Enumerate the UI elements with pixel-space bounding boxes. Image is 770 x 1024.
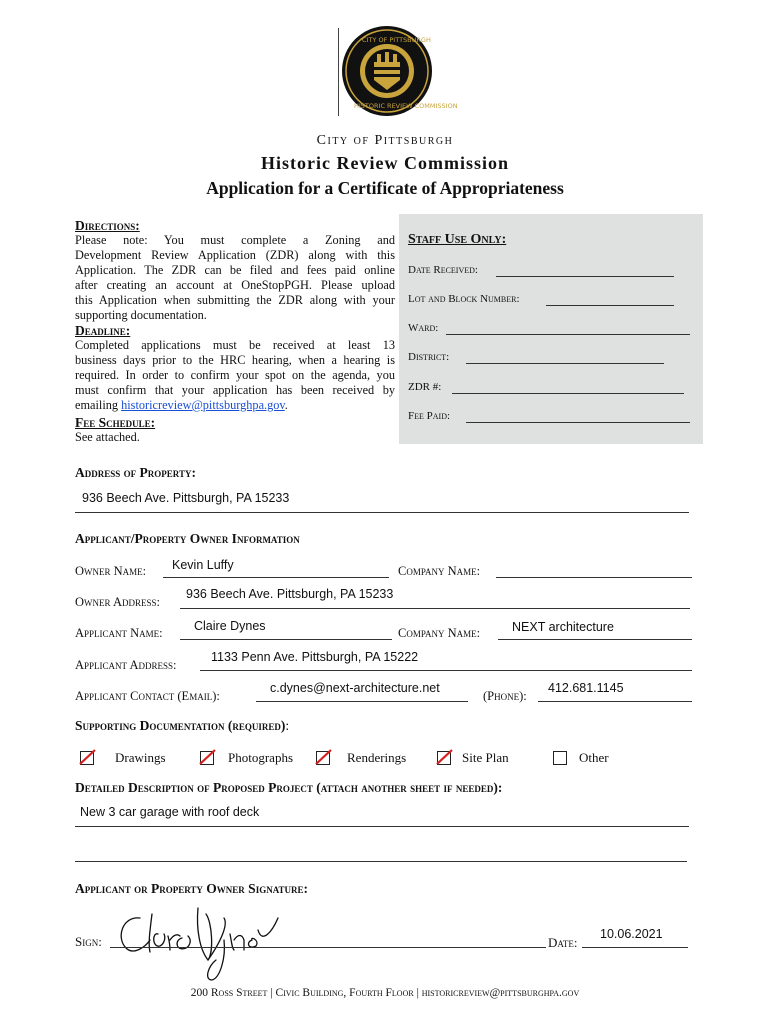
description-heading: Detailed Description of Proposed Project (attach another sheet if needed): bbox=[75, 780, 503, 795]
checkbox-renderings[interactable] bbox=[316, 751, 330, 765]
owner-company-label: Company Name: bbox=[398, 564, 481, 578]
applicant-address-label: Applicant Address: bbox=[75, 658, 177, 672]
checkbox-label: Renderings bbox=[347, 750, 407, 765]
contact-email-input[interactable]: c.dynes@next-architecture.net bbox=[270, 681, 440, 695]
description-input[interactable]: New 3 car garage with roof deck bbox=[80, 805, 260, 819]
city-seal-logo bbox=[340, 24, 458, 118]
owner-name-input[interactable]: Kevin Luffy bbox=[172, 558, 234, 572]
deadline-heading: Deadline: bbox=[75, 323, 131, 338]
svg-text:CITY OF PITTSBURGH: CITY OF PITTSBURGH bbox=[362, 36, 431, 44]
property-address-input[interactable]: 936 Beech Ave. Pittsburgh, PA 15233 bbox=[82, 491, 290, 505]
owner-name-label: Owner Name: bbox=[75, 564, 147, 578]
commission-title: Historic Review Commission bbox=[261, 153, 509, 173]
checkbox-label: Photographs bbox=[228, 750, 293, 765]
city-name: City of Pittsburgh bbox=[316, 133, 454, 148]
check-mark-icon bbox=[435, 748, 455, 766]
date-label: Date: bbox=[548, 935, 578, 950]
checkbox-label: Other bbox=[579, 750, 609, 765]
staff-lot-block: Lot and Block Number: bbox=[408, 293, 520, 305]
checkbox-drawings[interactable] bbox=[80, 751, 94, 765]
signature-heading: Applicant or Property Owner Signature: bbox=[75, 881, 309, 896]
phone-input[interactable]: 412.681.1145 bbox=[548, 681, 624, 695]
staff-date-received: Date Received: bbox=[408, 264, 478, 276]
signature-drawing[interactable] bbox=[112, 900, 282, 986]
supporting-heading: Supporting Documentation (required): bbox=[75, 718, 290, 733]
email-link[interactable]: historicreview@pittsburghpa.gov bbox=[121, 398, 285, 412]
directions-heading: Directions: bbox=[75, 218, 140, 233]
staff-fee-paid: Fee Paid: bbox=[408, 410, 451, 422]
fee-schedule-text: See attached. bbox=[75, 430, 140, 444]
applicant-company-input[interactable]: NEXT architecture bbox=[512, 620, 614, 634]
checkbox-label: Drawings bbox=[115, 750, 166, 765]
phone-label: (Phone): bbox=[483, 689, 527, 703]
header-rule bbox=[338, 28, 339, 116]
checkbox-label: Site Plan bbox=[462, 750, 509, 765]
applicant-company-label: Company Name: bbox=[398, 626, 481, 640]
applicant-name-input[interactable]: Claire Dynes bbox=[194, 619, 266, 633]
fee-schedule-heading: Fee Schedule: bbox=[75, 415, 156, 430]
deadline-text: Completed applications must be received at least 13 business days prior to the HRC hearing, when a hearing is required. In order to confirm your spot on the agenda, you must confirm that your application has been received by emailing historicreview@pittsburghpa.gov. bbox=[75, 338, 395, 412]
staff-use-heading: Staff Use Only: bbox=[408, 232, 507, 247]
staff-district: District: bbox=[408, 351, 450, 363]
directions-text: Please note: You must complete a Zoning and Development Review Application (ZDR) along with this Application. The ZDR can be filed and fees paid online after creating an account at OneStopPGH. Please upload this Application when submitting the ZDR along with your supporting documentation. bbox=[75, 233, 395, 322]
page-title: Application for a Certificate of Appropriateness bbox=[206, 178, 564, 198]
checkbox-site-plan[interactable] bbox=[437, 751, 451, 765]
check-mark-icon bbox=[78, 748, 98, 766]
applicant-address-input[interactable]: 1133 Penn Ave. Pittsburgh, PA 15222 bbox=[211, 650, 419, 664]
owner-address-label: Owner Address: bbox=[75, 595, 160, 609]
contact-email-label: Applicant Contact (Email): bbox=[75, 689, 220, 703]
check-mark-icon bbox=[314, 748, 334, 766]
footer-address: 200 Ross Street | Civic Building, Fourth Floor | historicreview@pittsburghpa.gov bbox=[190, 987, 580, 999]
sign-label: Sign: bbox=[75, 934, 102, 949]
check-mark-icon bbox=[198, 748, 218, 766]
description-line-2 bbox=[75, 861, 687, 862]
checkbox-photographs[interactable] bbox=[200, 751, 214, 765]
staff-ward: Ward: bbox=[408, 322, 439, 334]
applicant-name-label: Applicant Name: bbox=[75, 626, 163, 640]
applicant-section-heading: Applicant/Property Owner Information bbox=[75, 531, 300, 546]
checkbox-other[interactable] bbox=[553, 751, 567, 765]
svg-text:HISTORIC REVIEW COMMISSION: HISTORIC REVIEW COMMISSION bbox=[354, 102, 458, 110]
property-address-label: Address of Property: bbox=[75, 465, 196, 480]
staff-zdr: ZDR #: bbox=[408, 381, 442, 393]
date-input[interactable]: 10.06.2021 bbox=[600, 927, 663, 941]
owner-address-input[interactable]: 936 Beech Ave. Pittsburgh, PA 15233 bbox=[186, 587, 394, 601]
